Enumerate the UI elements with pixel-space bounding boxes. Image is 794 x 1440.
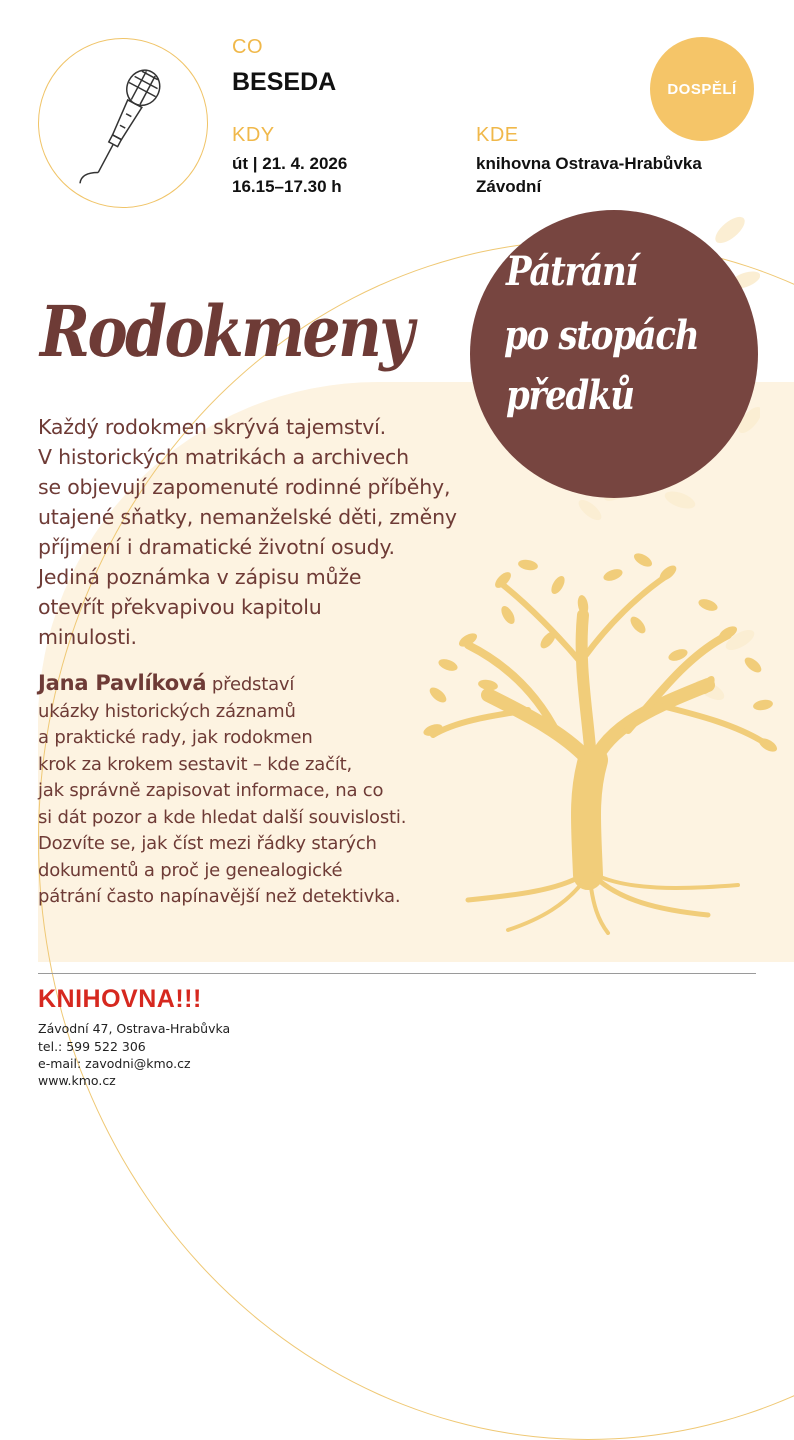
event-time: 16.15–17.30 h xyxy=(232,177,342,196)
what-label: CO xyxy=(232,36,263,58)
intro-line: V historických matrikách a archivech xyxy=(38,445,409,469)
intro-line: se objevují zapomenuté rodinné příběhy, xyxy=(38,475,451,499)
subtitle-line: předků xyxy=(506,372,634,419)
description-line: krok za krokem sestavit – kde začít, xyxy=(38,753,353,775)
description-line: dokumentů a proč je genealogické xyxy=(38,859,343,881)
intro-line: Každý rodokmen skrývá tajemství. xyxy=(38,415,386,439)
when-label: KDY xyxy=(232,124,275,146)
footer-divider xyxy=(38,973,756,974)
event-type: BESEDA xyxy=(232,68,337,96)
audience-badge: DOSPĚLÍ xyxy=(650,37,754,141)
footer-address: Závodní 47, Ostrava-Hrabůvka xyxy=(38,1021,231,1036)
page-title: Rodokmeny xyxy=(40,290,412,373)
footer-website-link[interactable]: www.kmo.cz xyxy=(38,1073,116,1088)
subtitle-line: po stopách xyxy=(504,312,699,359)
event-date: út | 21. 4. 2026 xyxy=(232,154,348,173)
library-logo: KNIHOVNA!!! xyxy=(38,985,202,1013)
footer-email-link[interactable]: e-mail: zavodni@kmo.cz xyxy=(38,1056,191,1071)
description-line: jak správně zapisovat informace, na co xyxy=(38,780,384,801)
speaker-name: Jana Pavlíková xyxy=(38,671,207,695)
description-line: pátrání často napínavější než detektivka. xyxy=(38,886,401,907)
event-branch: Závodní xyxy=(476,177,542,196)
description-line: a praktické rady, jak rodokmen xyxy=(38,727,313,748)
description-line-rest: představí xyxy=(206,674,295,695)
where-label: KDE xyxy=(476,124,519,146)
microphone-badge xyxy=(38,38,208,208)
intro-line: Jediná poznámka v zápisu může xyxy=(38,565,362,589)
description-first-line xyxy=(38,670,558,699)
intro-line: příjmení i dramatické životní osudy. xyxy=(38,535,395,559)
microphone-icon xyxy=(39,39,209,209)
intro-line: utajené sňatky, nemanželské děti, změny xyxy=(38,505,457,529)
intro-line: otevřít překvapivou kapitolu xyxy=(38,595,322,619)
description-line: Dozvíte se, jak číst mezi řádky starých xyxy=(38,833,377,854)
intro-line: minulosti. xyxy=(38,625,137,649)
subtitle-line: Pátrání xyxy=(506,248,638,295)
description-line: ukázky historických záznamů xyxy=(38,700,296,722)
description-line: si dát pozor a kde hledat další souvislosti. xyxy=(38,806,407,828)
event-place: knihovna Ostrava-Hrabůvka xyxy=(476,154,702,173)
footer-phone: tel.: 599 522 306 xyxy=(38,1039,146,1054)
intro-paragraph xyxy=(38,412,568,652)
description-paragraph xyxy=(38,670,558,911)
